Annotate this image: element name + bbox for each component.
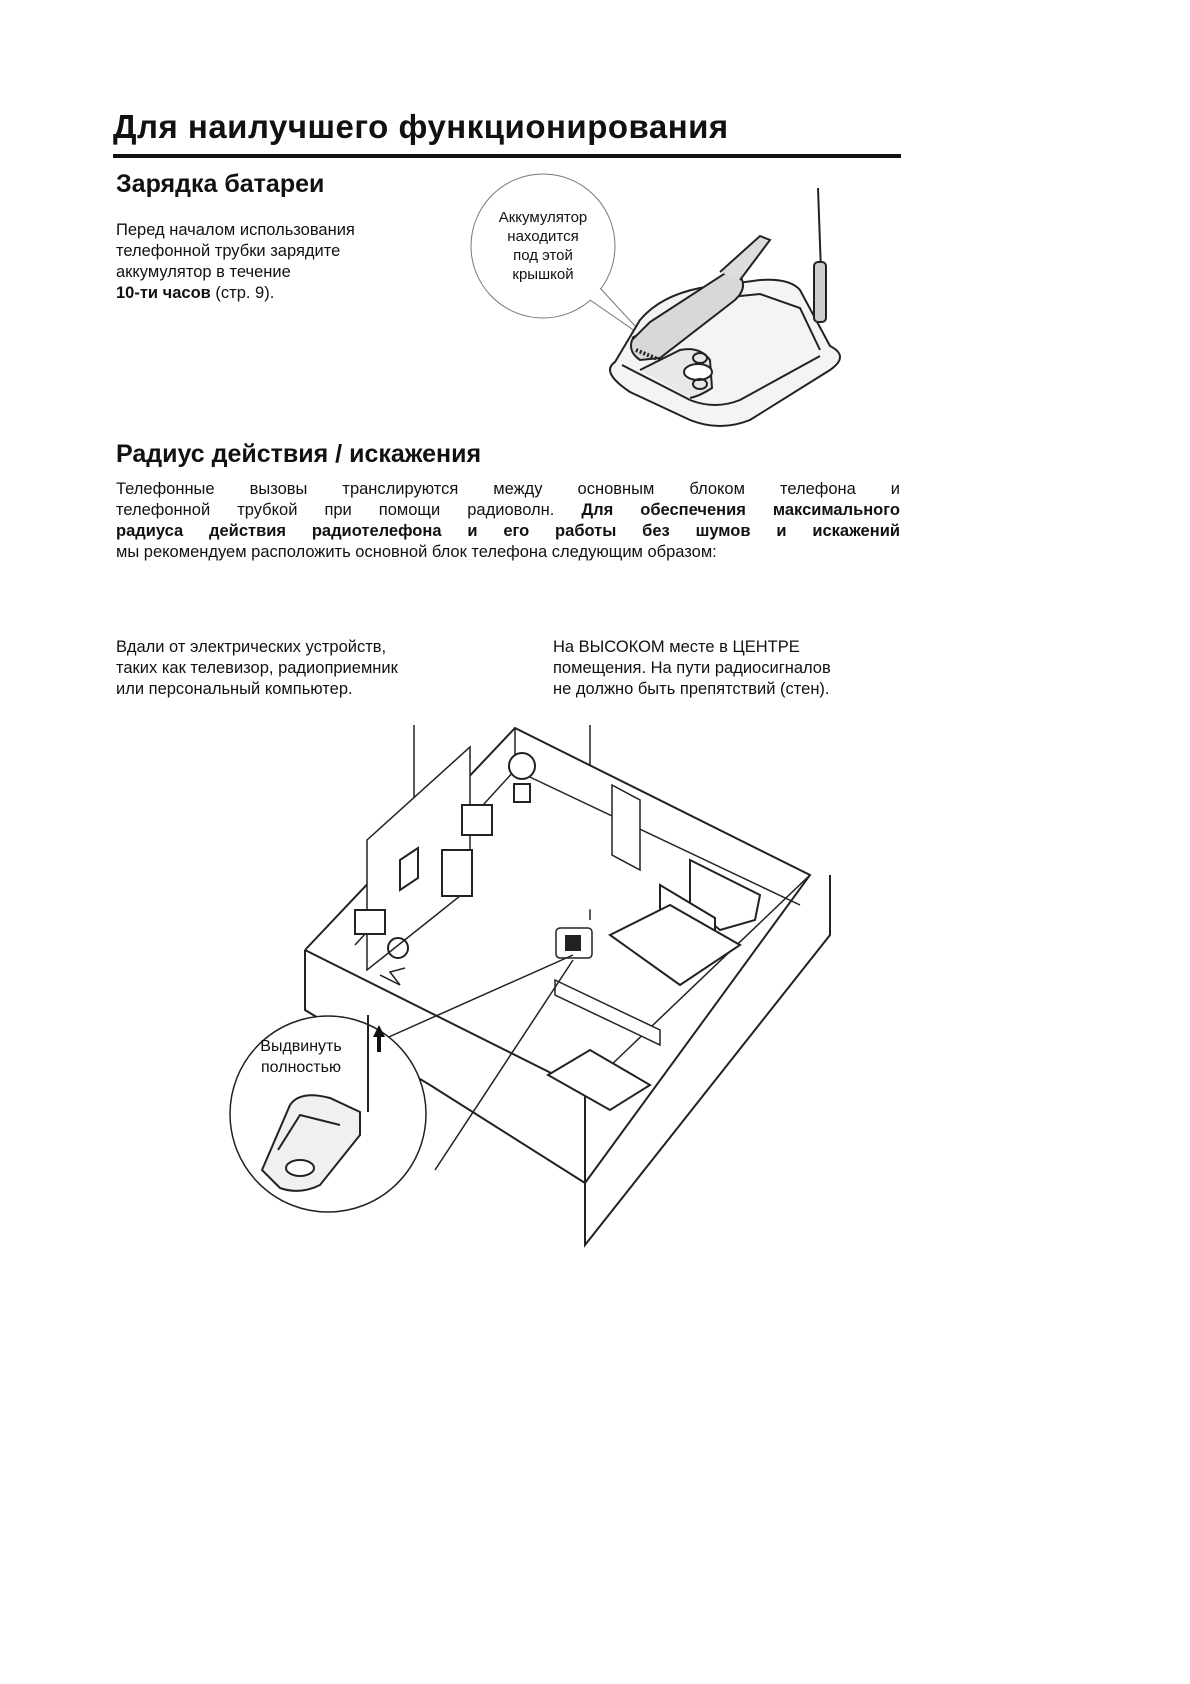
page-reference: (стр. 9). — [210, 284, 275, 302]
battery-line-2: телефонной трубки зарядите — [116, 242, 341, 260]
range-line-3: радиуса действия радиотелефона и его работы без шумов и искажений — [116, 522, 900, 540]
antenna-label-line-2: полностью — [261, 1059, 341, 1076]
tip-right — [553, 637, 903, 700]
callout-line-4: крышкой — [512, 266, 574, 283]
magnifier-circle — [230, 955, 573, 1212]
range-line-4: мы рекомендуем расположить основной блок телефона следующим образом: — [116, 543, 717, 561]
battery-heading: Зарядка батареи — [116, 170, 325, 198]
callout-line-3: под этой — [513, 247, 573, 264]
phone-base-drawing — [610, 188, 840, 426]
range-line-2 — [116, 500, 900, 521]
tip-left-line-2: таких как телевизор, радиоприемник — [116, 659, 398, 677]
range-heading: Радиус действия / искажения — [116, 440, 482, 468]
battery-line-1: Перед началом использования — [116, 221, 355, 239]
tip-left — [116, 637, 496, 700]
tip-right-line-1: На ВЫСОКОМ месте в ЦЕНТРЕ — [553, 638, 800, 656]
battery-callout — [480, 208, 606, 284]
range-line-1: Телефонные вызовы транслируются между основным блоком телефона и — [116, 480, 900, 498]
page-title: Для наилучшего функционирования — [113, 108, 729, 145]
callout-line-2: находится — [507, 228, 579, 245]
tip-right-line-3: не должно быть препятствий (стен). — [553, 680, 830, 698]
range-line-2-bold: Для обеспечения максимального — [581, 501, 900, 519]
tip-right-line-2: помещения. На пути радиосигналов — [553, 659, 831, 677]
tip-left-line-3: или персональный компьютер. — [116, 680, 353, 698]
charge-hours: 10-ти часов — [116, 284, 211, 302]
antenna-label-line-1: Выдвинуть — [260, 1038, 342, 1055]
tip-left-line-1: Вдали от электрических устройств, — [116, 638, 387, 656]
range-line-2-normal: телефонной трубкой при помощи радиоволн. — [116, 501, 582, 519]
callout-line-1: Аккумулятор — [498, 209, 588, 226]
battery-line-3: аккумулятор в течение — [116, 263, 291, 281]
antenna-label — [246, 1036, 356, 1078]
range-paragraph — [116, 479, 900, 563]
